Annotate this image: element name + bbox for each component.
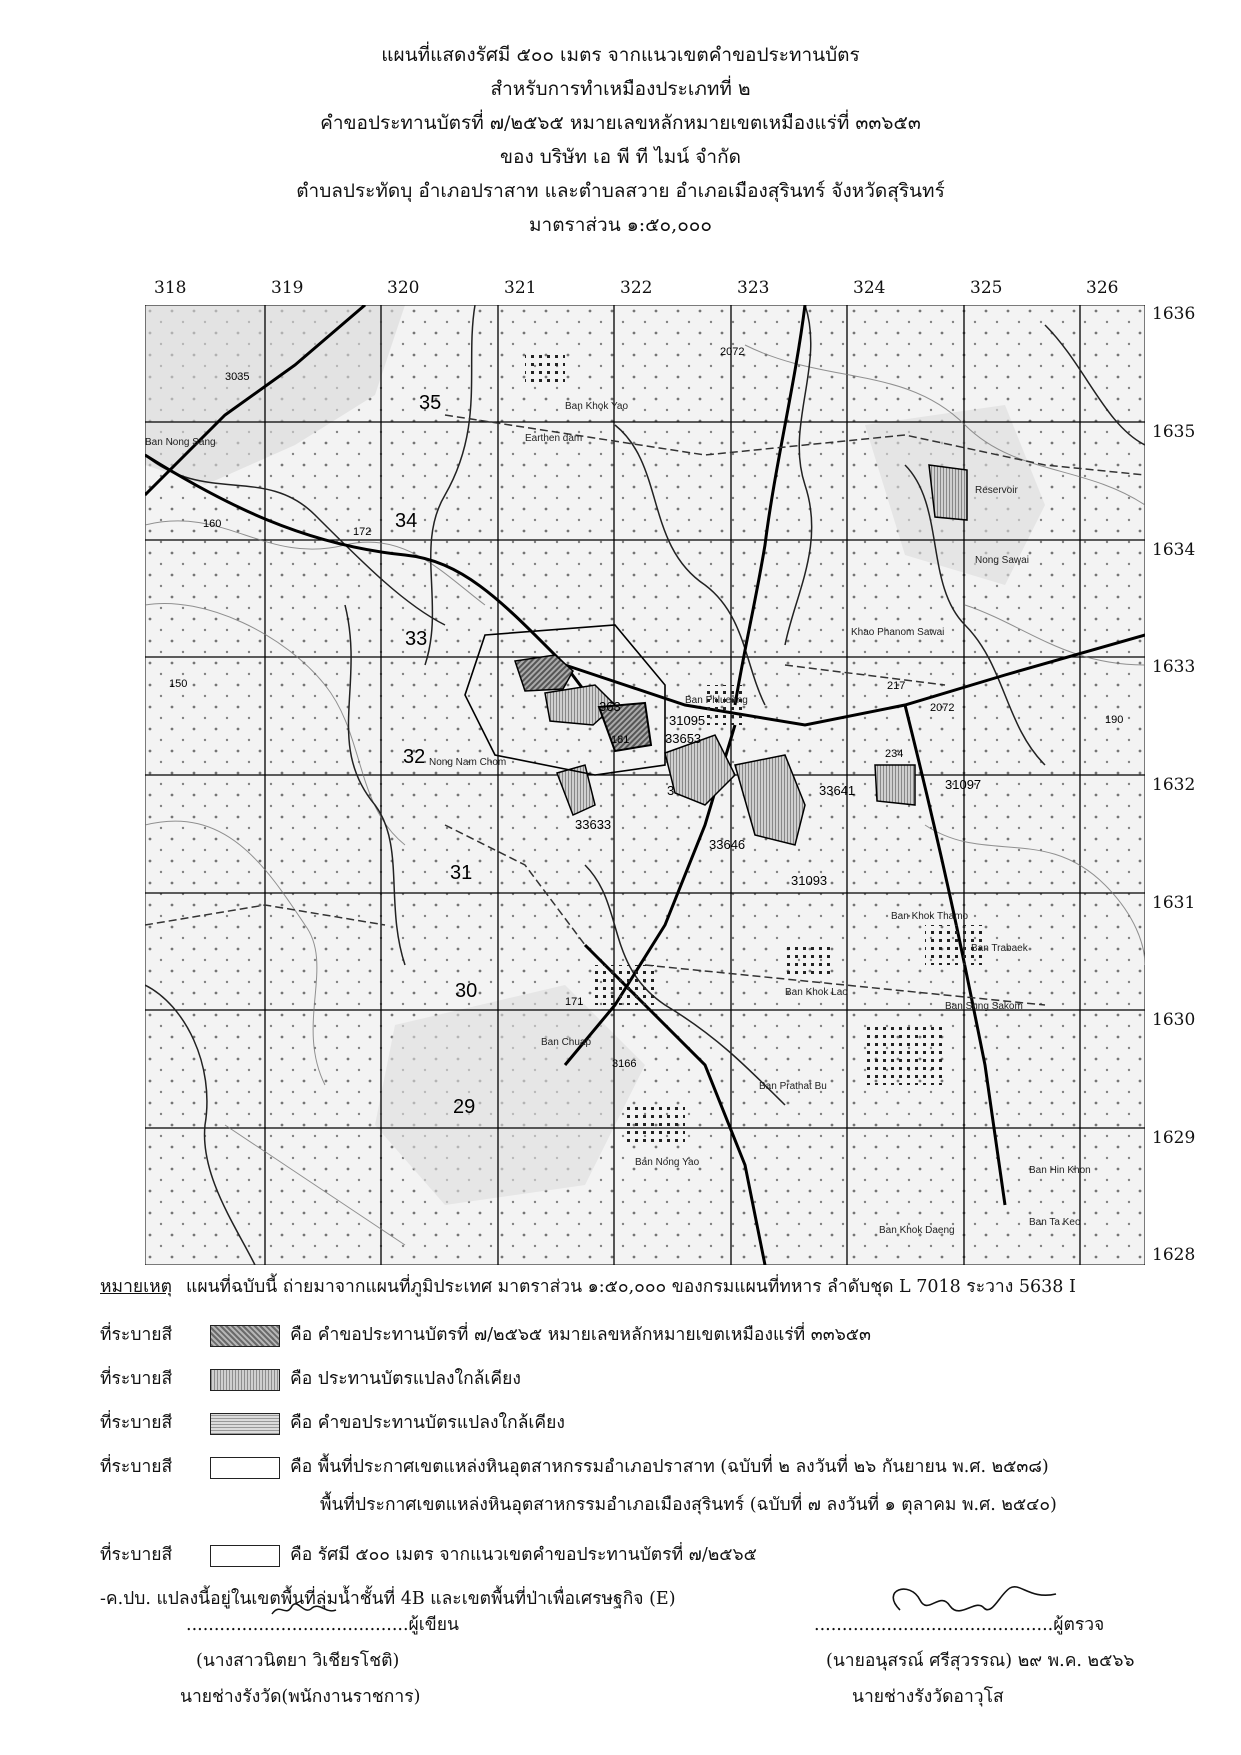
place-label: Khao Phanom Sawai [851,627,945,638]
road-number-label: 234 [885,748,904,760]
place-label: Ban Khok Yao [565,401,629,412]
note-label: หมายเหตุ [100,1277,173,1297]
legend-swatch [210,1413,280,1435]
source-note [100,1272,1076,1300]
parcel-number-label: 33641 [819,783,856,798]
grid-northing-label: 1631 [1152,893,1196,913]
grid-northing-label: 1634 [1152,540,1196,560]
place-label: Earthen dam [525,433,583,444]
grid-northing-label: 1633 [1152,657,1196,677]
checker-signature-scribble [880,1580,1060,1630]
grid-inner-label: 31 [450,862,473,884]
parcel-area [875,765,915,805]
road-number-label: 172 [353,526,372,538]
place-label: Ban Khok Lao [785,987,848,998]
writer-role: ผู้เขียน [408,1615,459,1635]
legend-item [100,1364,521,1392]
grid-easting-label: 319 [271,278,304,298]
grid-northing-label: 1629 [1152,1128,1196,1148]
parcel-area [929,465,967,520]
writer-signature-scribble [270,1598,340,1620]
legend-text: คือ คำขอประทานบัตรที่ ๗/๒๕๖๕ หมายเลขหลักหมายเขตเหมืองแร่ที่ ๓๓๖๕๓ [290,1325,872,1345]
grid-inner-label: 35 [419,392,442,414]
signature-dots: ........................................... [814,1615,1054,1635]
title-line-2: สำหรับการทำเหมืองประเภทที่ ๒ [490,78,751,100]
grid-inner-label: 34 [395,510,418,532]
writer-name: (นางสาวนิตยา วิเชียรโชติ) [196,1651,400,1671]
place-label: Ban Sung Sakom [945,1001,1023,1012]
grid-easting-label: 320 [387,278,420,298]
legend-continuation: พื้นที่ประกาศเขตแหล่งหินอุตสาหกรรมอำเภอเมืองสุรินทร์ (ฉบับที่ ๗ ลงวันที่ ๑ ตุลาคม พ.ศ. ๒๕๔๐) [320,1495,1057,1515]
place-label: Ban Chuap [541,1037,592,1048]
place-label: Ban Nong Yao [635,1157,700,1168]
contour-elevation-label: 150 [169,678,188,690]
contour-elevation-label: 190 [1105,714,1124,726]
place-label: Ban Phlueang [685,695,748,706]
grid-inner-label: 30 [455,980,478,1002]
legend-item [100,1540,757,1568]
place-label: Nong Sawai [975,555,1029,566]
legend-swatch [210,1457,280,1479]
road-number-label: 3166 [612,1058,637,1070]
road-number-label: 2072 [930,702,955,714]
title-line-3: คำขอประทานบัตรที่ ๗/๒๕๖๕ หมายเลขหลักหมายเขตเหมืองแร่ที่ ๓๓๖๕๓ [320,112,921,134]
grid-northing-label: 1628 [1152,1245,1196,1265]
grid-northing-label: 1635 [1152,422,1196,442]
note-text: แผนที่ฉบับนี้ ถ่ายมาจากแผนที่ภูมิประเทศ มาตราส่วน ๑:๕๐,๐๐๐ ของกรมแผนที่ทหาร ลำดับชุด L 7018 ระวาง 5638 I [186,1277,1076,1297]
legend-item [100,1320,871,1348]
place-label: Ban Khok Daeng [879,1225,955,1236]
grid-inner-label: 33 [405,628,428,650]
grid-northing-label: 1632 [1152,775,1196,795]
parcel-number-label: 363 [599,699,621,714]
checker-name-date [826,1646,1135,1674]
writer-title: นายช่างรังวัด(พนักงานราชการ) [180,1687,421,1707]
grid-easting-label: 326 [1086,278,1119,298]
grid-easting-label: 321 [504,278,537,298]
legend-swatch [210,1369,280,1391]
legend-label: ที่ระบายสี [100,1457,173,1477]
grid-inner-label: 32 [403,746,426,768]
legend-item [100,1452,1049,1480]
place-label: Reservoir [975,485,1018,496]
checker-date: ๒๙ พ.ค. ๒๕๖๖ [1017,1651,1135,1671]
legend-text: คือ พื้นที่ประกาศเขตแหล่งหินอุตสาหกรรมอำเภอปราสาท (ฉบับที่ ๒ ลงวันที่ ๒๖ กันยายน พ.ศ. ๒๕๓๘) [290,1457,1049,1477]
place-label: Ban Khok Thamo [891,911,969,922]
road-number-label: 2072 [720,346,745,358]
grid-easting-label: 322 [620,278,653,298]
grid-easting-label: 318 [154,278,187,298]
place-label: Ban Prathat Bu [759,1081,827,1092]
title-line-5: ตำบลประทัดบุ อำเภอปราสาท และตำบลสวาย อำเภอเมืองสุรินทร์ จังหวัดสุรินทร์ [296,180,945,202]
legend-label: ที่ระบายสี [100,1413,173,1433]
road-number-label: 181 [611,734,630,746]
grid-easting-label: 325 [970,278,1003,298]
place-label: Ban Ta Keo [1029,1217,1081,1228]
contour-elevation-label: 160 [203,518,222,530]
grid-inner-label: 29 [453,1096,476,1118]
parcel-number-label: 33633 [575,817,612,832]
place-label: Ban Nong Sang [145,437,216,448]
legend-label: ที่ระบายสี [100,1369,173,1389]
grid-easting-label: 323 [737,278,770,298]
legend-text: คือ คำขอประทานบัตรแปลงใกล้เคียง [290,1413,565,1433]
grid-easting-label: 324 [853,278,886,298]
scale-line: มาตราส่วน ๑:๕๐,๐๐๐ [529,214,712,236]
checker-title: นายช่างรังวัดอาวุโส [852,1687,1004,1707]
legend-text: คือ ประทานบัตรแปลงใกล้เคียง [290,1369,521,1389]
grid-northing-label: 1630 [1152,1010,1196,1030]
checker-name: (นายอนุสรณ์ ศรีสุวรรณ) [826,1651,1013,1671]
parcel-number-label: 3 [667,783,675,798]
signature-dots: ........................................ [186,1615,409,1635]
place-label: Nong Nam Chom [429,757,507,768]
grid-northing-label: 1636 [1152,304,1196,324]
legend-swatch [210,1545,280,1567]
title-line-4: ของ บริษัท เอ พี ที ไมน์ จำกัด [500,146,741,168]
watershed-footnote: -ค.ปบ. แปลงนี้อยู่ในเขตพื้นที่ลุ่มน้ำชั้นที่ 4B และเขตพื้นที่ป่าเพื่อเศรษฐกิจ (E) [100,1589,676,1609]
legend-text: คือ รัศมี ๕๐๐ เมตร จากแนวเขตคำขอประทานบัตรที่ ๗/๒๕๖๕ [290,1545,757,1565]
place-label: Ban Trabaek [971,943,1028,954]
parcel-number-label: 33653 [665,731,702,746]
legend-label: ที่ระบายสี [100,1545,173,1565]
legend-item [100,1408,565,1436]
parcel-number-label: 31093 [791,873,828,888]
title-line-1: แผนที่แสดงรัศมี ๕๐๐ เมตร จากแนวเขตคำขอประทานบัตร [381,44,860,66]
road-number-label: 3035 [225,371,250,383]
place-label: Ban Hin Khon [1029,1165,1091,1176]
legend-label: ที่ระบายสี [100,1325,173,1345]
checker-role: ผู้ตรวจ [1053,1615,1105,1635]
parcel-number-label: 31095 [669,713,706,728]
legend-swatch [210,1325,280,1347]
parcel-number-label: 31097 [945,777,982,792]
topographic-map [145,305,1145,1265]
parcel-number-label: 33646 [709,837,746,852]
road-number-label: 217 [887,680,906,692]
road-number-label: 171 [565,996,584,1008]
map-title-block [0,38,1241,242]
